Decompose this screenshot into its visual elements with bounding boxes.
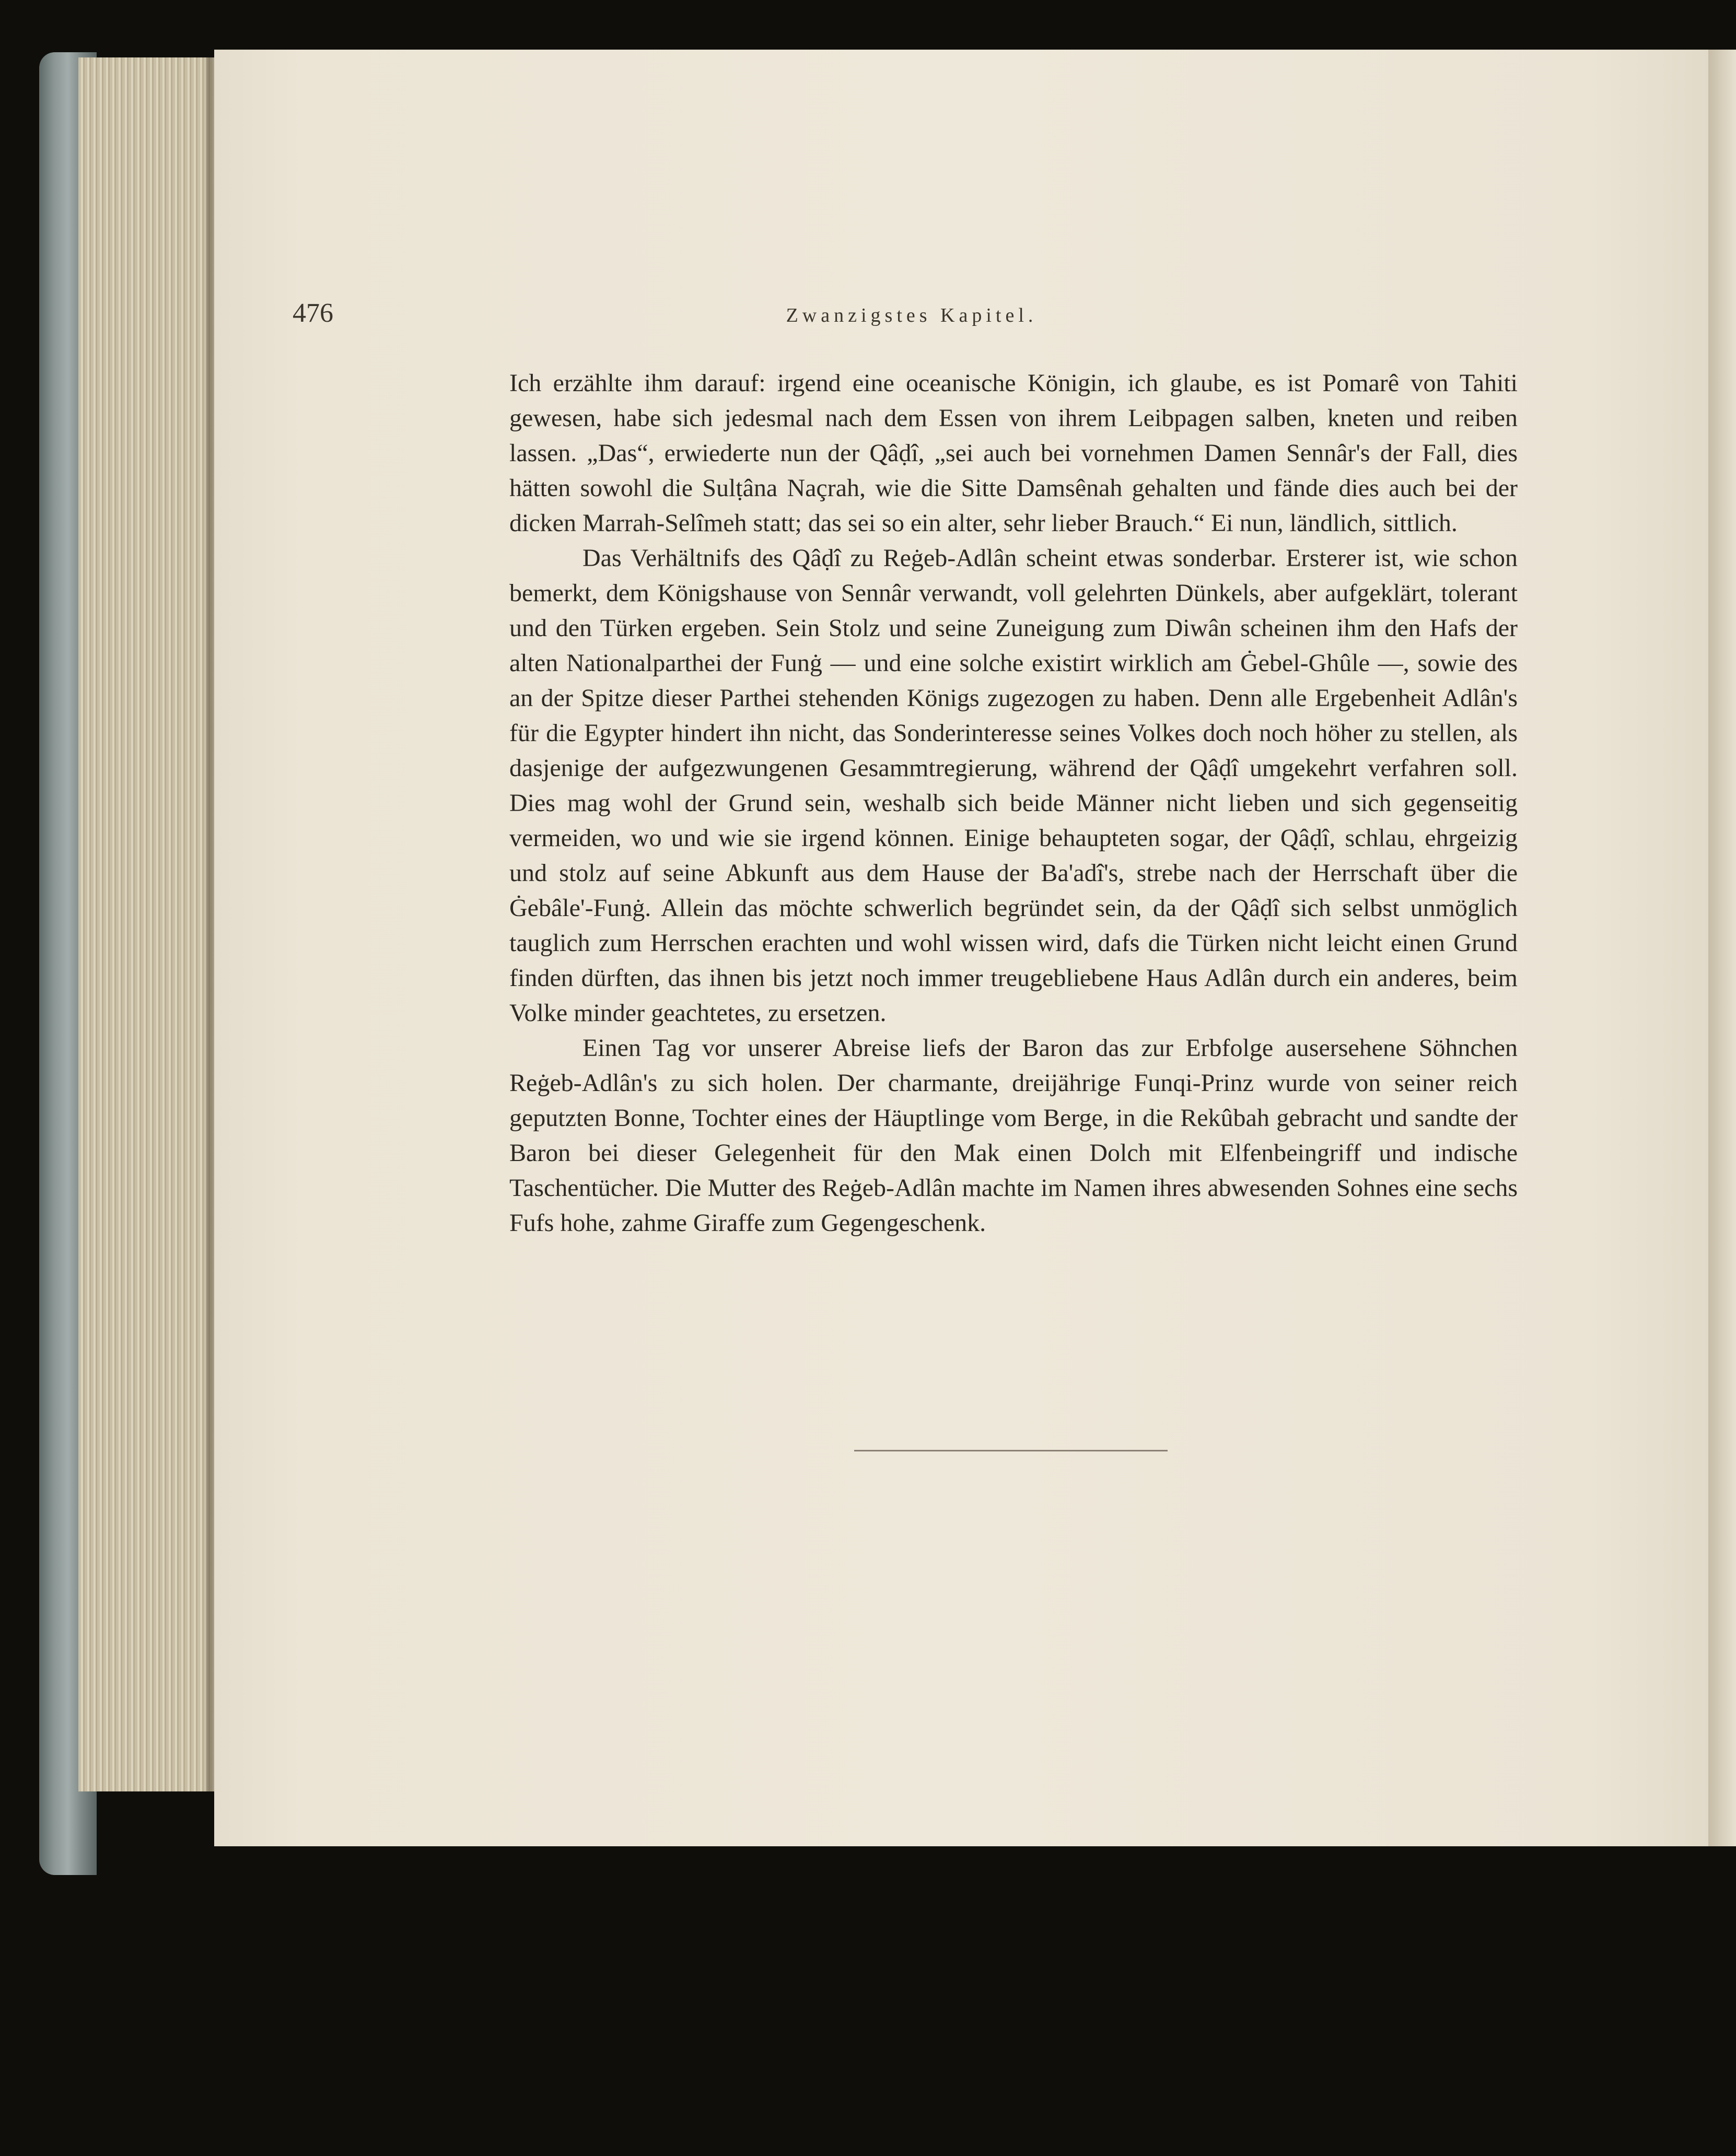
body-text xyxy=(509,366,1518,1240)
page-header xyxy=(293,272,1531,329)
paragraph: Ich erzählte ihm darauf: irgend eine oceanische Königin, ich glaube, es ist Pomarê von Tahiti gewesen, habe sich jedesmal nach dem Essen von ihrem Leibpagen salben, kneten und reiben lassen. „Das“, erwiederte nun der Qâḍî, „sei auch bei vornehmen Damen Sennâr's der Fall, dies hätten sowohl die Sulṭâna Naçrah, wie die Sitte Damsênah gehalten und fände dies auch bei der dicken Marrah-Selîmeh statt; das sei so ein alter, sehr lieber Brauch.“ Ei nun, ländlich, sittlich. xyxy=(509,369,1518,537)
page-number: 476 xyxy=(293,298,333,328)
facing-page-edge xyxy=(1708,50,1736,1846)
running-title: Zwanzigstes Kapitel. xyxy=(786,304,1038,326)
section-divider xyxy=(854,1450,1168,1451)
paragraph: Einen Tag vor unserer Abreise liefs der Baron das zur Erbfolge ausersehene Söhnchen Reġeb-Adlân's zu sich holen. Der charmante, dreijährige Funqi-Prinz wurde von seiner reich geputzten Bonne, Tochter eines der Häuptlinge vom Berge, in die Rekûbah gebracht und sandte der Baron bei dieser Gelegenheit für den Mak einen Dolch mit Elfenbeingriff und indische Taschentücher. Die Mutter des Reġeb-Adlân machte im Namen ihres abwesenden Sohnes eine sechs Fufs hohe, zahme Giraffe zum Gegengeschenk. xyxy=(509,1034,1518,1237)
paragraph: Das Verhältnifs des Qâḍî zu Reġeb-Adlân scheint etwas sonderbar. Ersterer ist, wie schon bemerkt, dem Königshause von Sennâr verwandt, voll gelehrten Dünkels, aber aufgeklärt, tolerant und den Türken ergeben. Sein Stolz und seine Zuneigung zum Diwân scheinen ihm den Hafs der alten Nationalparthei der Funġ — und eine solche existirt wirklich am Ġebel-Ghûle —, sowie des an der Spitze dieser Parthei stehenden Königs zugezogen zu haben. Denn alle Ergebenheit Adlân's für die Egypter hindert ihn nicht, das Sonderinteresse seines Volkes doch noch höher zu stellen, als dasjenige der aufgezwungenen Gesammtregierung, während der Qâḍî umgekehrt verfahren soll. Dies mag wohl der Grund sein, weshalb sich beide Männer nicht lieben und sich gegenseitig vermeiden, wo und wie sie irgend können. Einige behaupteten sogar, der Qâḍî, schlau, ehrgeizig und stolz auf seine Abkunft aus dem Hause der Ba'adî's, strebe nach der Herrschaft über die Ġebâle'-Funġ. Allein das möchte schwerlich begründet sein, da der Qâḍî sich selbst unmöglich tauglich zum Herrschen erachten und wohl wissen wird, dafs die Türken nicht leicht einen Grund finden dürften, das ihnen bis jetzt noch immer treugebliebene Haus Adlân durch ein anderes, beim Volke minder geachtetes, zu ersetzen. xyxy=(509,544,1518,1027)
page-edges xyxy=(78,57,225,1791)
